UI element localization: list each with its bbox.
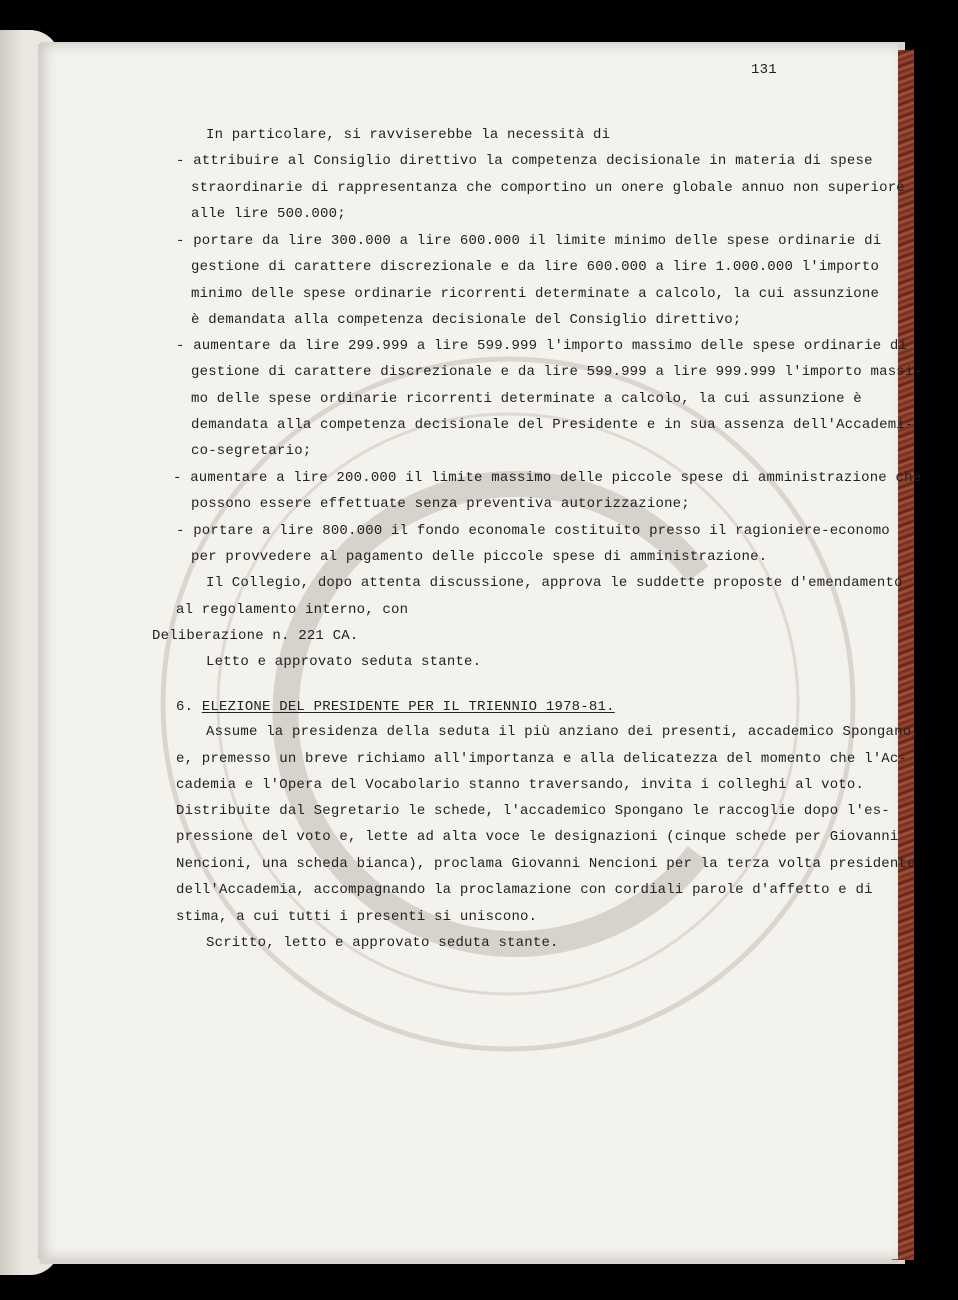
section-heading [176, 699, 615, 715]
paragraph-line: al regolamento interno, con [176, 602, 409, 618]
list-item-line: - attribuire al Consiglio direttivo la competenza decisionale in materia di spese [176, 153, 873, 169]
paragraph-line: e, premesso un breve richiamo all'importanza e alla delicatezza del momento che l'Ac- [176, 751, 908, 767]
list-item-line: minimo delle spese ordinarie ricorrenti determinate a calcolo, la cui assunzione [191, 286, 880, 302]
paragraph-line: Assume la presidenza della seduta il più anziano dei presenti, accademico Spongano, [206, 724, 920, 740]
list-item-line: è demandata alla competenza decisionale del Consiglio direttivo; [191, 312, 742, 328]
list-item-line: - portare a lire 800.000 il fondo economale costituito presso il ragioniere-economo [176, 523, 890, 539]
list-item-line: alle lire 500.000; [191, 206, 346, 222]
list-item-line: demandata alla competenza decisionale del Presidente e in sua assenza dell'Accademi- [191, 417, 914, 433]
list-item-line: gestione di carattere discrezionale e da lire 599.999 a lire 999.999 l'importo massi- [191, 364, 923, 380]
page-number: 131 [751, 62, 777, 78]
paragraph-line: cademia e l'Opera del Vocabolario stanno traversando, invita i colleghi al voto. [176, 777, 865, 793]
list-item-line: mo delle spese ordinarie ricorrenti determinate a calcolo, la cui assunzione è [191, 391, 862, 407]
paragraph-line: pressione del voto e, lette ad alta voce le designazioni (cinque schede per Giovanni [176, 829, 899, 845]
list-item-line: co-segretario; [191, 443, 312, 459]
document-page [38, 44, 923, 1259]
paragraph-line: Il Collegio, dopo attenta discussione, approva le suddette proposte d'emendamento [206, 575, 903, 591]
deliberation-line: Deliberazione n. 221 CA. [152, 628, 359, 644]
list-item-line: - aumentare a lire 200.000 il limite massimo delle piccole spese di amministrazione che [173, 470, 922, 486]
list-item-line: - portare da lire 300.000 a lire 600.000 il limite minimo delle spese ordinarie di [176, 233, 882, 249]
list-item-line: gestione di carattere discrezionale e da lire 600.000 a lire 1.000.000 l'importo [191, 259, 880, 275]
paragraph-line: stima, a cui tutti i presenti si uniscono. [176, 909, 538, 925]
paragraph-line: Letto e approvato seduta stante. [206, 654, 482, 670]
paragraph-line: Scritto, letto e approvato seduta stante. [206, 935, 559, 951]
paragraph-line: Distribuite dal Segretario le schede, l'accademico Spongano le raccoglie dopo l'es- [176, 803, 890, 819]
paragraph-line: dell'Accademia, accompagnando la proclamazione con cordiali parole d'affetto e di [176, 882, 873, 898]
section-title: ELEZIONE DEL PRESIDENTE PER IL TRIENNIO 1978-81. [201, 699, 615, 715]
section-number: 6. [176, 699, 194, 715]
paragraph-line: In particolare, si ravviserebbe la necessità di [206, 127, 611, 143]
list-item-line: straordinarie di rappresentanza che comportino un onere globale annuo non superiore [191, 180, 905, 196]
paragraph-line: Nencioni, una scheda bianca), proclama Giovanni Nencioni per la terza volta presidente [176, 856, 916, 872]
list-item-line: possono essere effettuate senza preventiva autorizzazione; [191, 496, 690, 512]
list-item-line: per provvedere al pagamento delle piccole spese di amministrazione. [191, 549, 768, 565]
list-item-line: - aumentare da lire 299.999 a lire 599.999 l'importo massimo delle spese ordinarie di [176, 338, 908, 354]
